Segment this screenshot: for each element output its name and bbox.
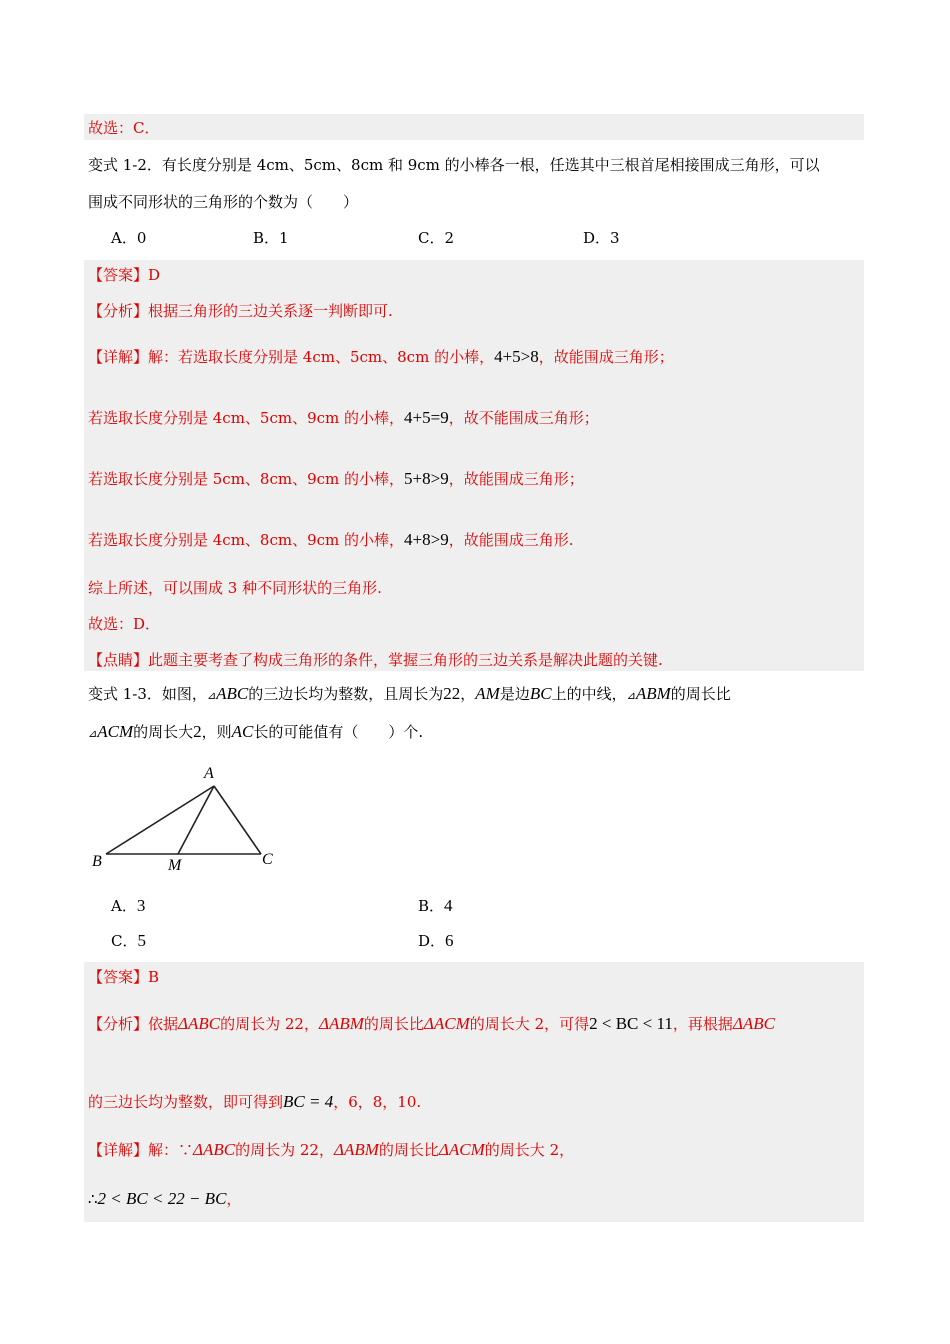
q13-stem-line2: ⊿ACM的周长大2，则AC长的可能值有（ ）个. (88, 722, 424, 741)
q12-option-d: D．3 (583, 229, 620, 247)
q12-conclusion: 故选：D． (88, 615, 161, 633)
q12-detail-case3: 若选取长度分别是 5cm、8cm、9cm 的小棒，5+8>9，故能围成三角形； (88, 469, 584, 488)
prev-solution-panel (84, 114, 864, 140)
q12-summary: 综上所述，可以围成 3 种不同形状的三角形. (88, 579, 382, 597)
label-b: B (92, 853, 102, 870)
q13-analysis-line2: 的三边长均为整数，即可得到BC = 4，6，8，10. (88, 1092, 422, 1111)
q13-option-c: C．5 (111, 931, 146, 950)
label-a: A (204, 765, 214, 782)
q13-analysis-line1: 【分析】依据ΔABC的周长为 22，ΔABM的周长比ΔACM的周长大 2，可得2 < BC < 11，再根据ΔABC (88, 1014, 775, 1033)
triangle-figure (88, 760, 298, 875)
q13-answer: 【答案】B (88, 968, 160, 986)
label-c: C (262, 851, 273, 868)
q12-detail-case4: 若选取长度分别是 4cm、8cm、9cm 的小棒，4+8>9，故能围成三角形. (88, 530, 574, 549)
q12-detail-case1: 【详解】解：若选取长度分别是 4cm、5cm、8cm 的小棒，4+5>8，故能围成三角形； (88, 347, 674, 366)
q13-stem-line1: 变式 1-3．如图，⊿ABC的三边长均为整数，且周长为22，AM是边BC上的中线，⊿ABM的周长比 (88, 684, 731, 703)
q12-stem-line1: 变式 1-2．有长度分别是 4cm、5cm、8cm 和 9cm 的小棒各一根，任选其中三根首尾相接围成三角形，可以 (88, 156, 820, 174)
q12-option-c: C．2 (418, 229, 455, 247)
prev-conclusion: 故选：C． (88, 119, 160, 137)
q13-option-d: D．6 (418, 931, 454, 950)
side-ab (106, 786, 214, 854)
q13-detail-line1: 【详解】解：∵ΔABC的周长为 22，ΔABM的周长比ΔACM的周长大 2， (88, 1140, 575, 1159)
q13-option-a: A．3 (111, 896, 146, 915)
q12-option-b: B．1 (253, 229, 289, 247)
q12-comment: 【点睛】此题主要考查了构成三角形的条件，掌握三角形的三边关系是解决此题的关键. (88, 651, 663, 669)
q12-stem-line2: 围成不同形状的三角形的个数为（ ） (88, 193, 359, 211)
label-m: M (168, 857, 182, 874)
q12-solution-panel (84, 260, 864, 671)
q12-analysis: 【分析】根据三角形的三边关系逐一判断即可. (88, 302, 393, 320)
q13-detail-line2: ∴2 < BC < 22 − BC， (88, 1189, 242, 1208)
q12-answer: 【答案】D (88, 266, 161, 284)
q12-option-a: A．0 (111, 229, 147, 247)
q13-option-b: B．4 (418, 896, 453, 915)
q12-detail-case2: 若选取长度分别是 4cm、5cm、9cm 的小棒，4+5=9，故不能围成三角形； (88, 408, 599, 427)
side-ac (214, 786, 261, 854)
median-am (178, 786, 214, 854)
